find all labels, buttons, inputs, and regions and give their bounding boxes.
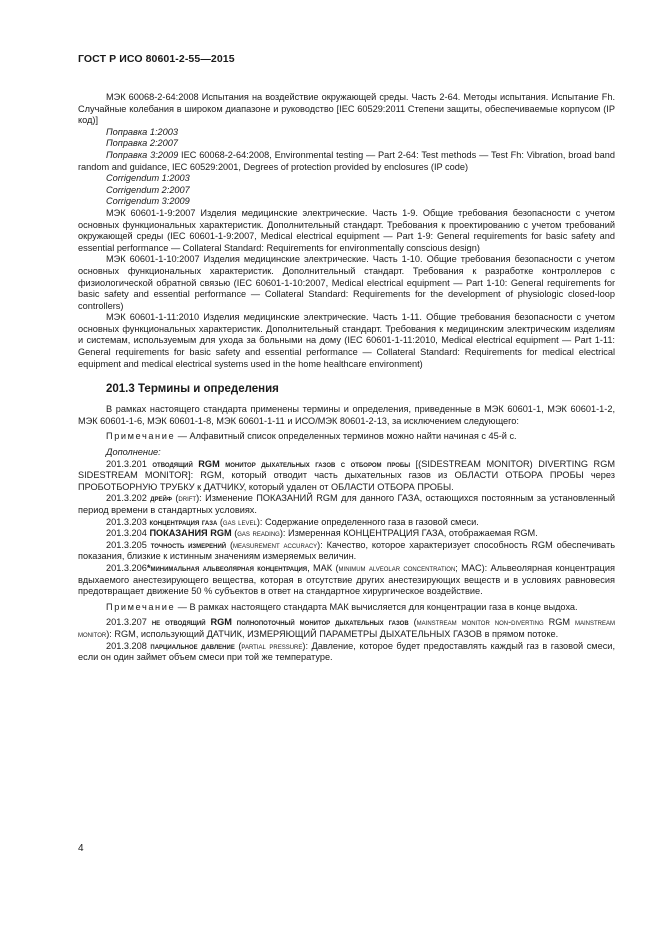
term-number: 201.3.202 (106, 493, 151, 504)
term-definition: : Давление, которое будет предоставлять каждый газ в газовой смеси, если он один займет объем смеси при той же температуре. (78, 640, 615, 663)
term-205 (78, 540, 615, 563)
ref-amendment: Поправка 2:2007 (106, 138, 178, 149)
term-206 (78, 563, 615, 598)
term-208 (78, 641, 615, 664)
term-name: не отводящий RGM полнопоточный монитор дыхательных газов (151, 617, 409, 628)
ref-amendment-text: IEC 60068-2-64:2008, Environmental testing — Part 2-64: Test methods — Test Fh: Vibration, broad band random and guidance, IEC 60529:2001, Degrees of protection provided by enclosures (IP code) (78, 149, 615, 172)
term-definition: : Альвеолярная концентрация вдыхаемого анестезирующего вещества, которая в отсутствие других анестезирующих веществ и в условиях равновесия предотвращает движение 50 % субъектов в ответ на стандартное хирургическое воздействие. (78, 562, 616, 597)
term-english: (measurement accuracy) (226, 539, 321, 550)
term-name: концентрация газа (149, 516, 218, 527)
note-2 (78, 602, 615, 614)
ref-amendment-3 (78, 150, 615, 173)
term-201 (78, 459, 615, 494)
term-english: (mainstream monitor non-diverting RGM mainstream monitor) (78, 617, 615, 639)
page-number: 4 (78, 843, 84, 854)
document-body (78, 92, 615, 664)
note-label: Примечание (106, 431, 176, 442)
term-abbrev: , МАК (307, 562, 333, 573)
term-name: отводящий RGM монитор дыхательных газов с отбором пробы (152, 458, 411, 469)
term-name: ПОКАЗАНИЯ RGM (149, 528, 232, 539)
term-english: (partial pressure) (234, 640, 306, 651)
term-definition: [(SIDESTREAM MONITOR) DIVERTING RGM SIDESTREAM MONITOR]: RGM, который отводит часть дыхательных газов из ОБЛАСТИ ОТБОРА ПРОБЫ через ПРОБОТБОРНУЮ ТРУБКУ к ДАТЧИКУ, который удален от ОБЛАСТИ ОТБОРА ПРОБЫ. (78, 458, 615, 492)
term-english: (gas level) (217, 516, 260, 527)
term-definition: : Изменение ПОКАЗАНИЙ RGM для данного ГАЗА, остающихся постоянным за установленный период времени в стандартных условиях. (78, 493, 615, 515)
note-1 (78, 431, 615, 443)
ref-amendment: Поправка 1:2003 (106, 126, 178, 137)
term-name: точность измерений (150, 539, 227, 550)
section-title: 201.3 Термины и определения (106, 383, 279, 396)
term-english: (minimum alveolar concentration; MAC) (332, 562, 485, 573)
ref-iec-60601-1-10: МЭК 60601-1-10:2007 Изделия медицинские электрические. Часть 1-10. Общие требования безопасности с учетом основных функциональных характеристик. Дополнительный стандарт. Требования к разработке контроллеров с физиологической обратной связью (IEC 60601-1-10:2007, Medical electrical equipment — Part 1-10: General requirements for basic safety and essential performance — Collateral Standard: Requirements for the development of physiologic closed-loop controllers) (78, 254, 615, 311)
ref-amendment-label: Поправка 3:2009 (106, 149, 179, 160)
term-number: 201.3.208 (106, 640, 151, 651)
addition-label: Дополнение: (106, 447, 161, 458)
term-202 (78, 493, 615, 516)
note-label: Примечание (106, 601, 176, 612)
section-intro: В рамках настоящего стандарта применены термины и определения, приведенные в МЭК 60601-1, МЭК 60601-1-2, МЭК 60601-1-6, МЭК 60601-1-8, МЭК 60601-1-11 и ИСО/МЭК 80601-2-13, за исключением следующего: (78, 404, 615, 426)
ref-corrigendum: Corrigendum 2:2007 (106, 184, 190, 195)
term-definition: : Измеренная КОНЦЕНТРАЦИЯ ГАЗА, отображаемая RGM. (282, 528, 538, 539)
term-name: парциальное давление (150, 640, 235, 651)
term-number: 201.3.204 (106, 528, 150, 539)
term-number: 201.3.203 (106, 516, 150, 527)
term-number: 201.3.207 (106, 617, 152, 628)
ref-iec-60601-1-9: МЭК 60601-1-9:2007 Изделия медицинские электрические. Часть 1-9. Общие требования безопасности с учетом основных функциональных характеристик. Дополнительный стандарт. Требования к проектированию с учетом требований окружающей среды (IEC 60601-1-9:2007, Medical electrical equipment — Part 1-9: General requirements for basic safety and essential performance — Collateral Standard: Requirements for environmentally conscious design) (78, 207, 615, 253)
term-definition: : RGM, использующий ДАТЧИК, ИЗМЕРЯЮЩИЙ ПАРАМЕТРЫ ДЫХАТЕЛЬНЫХ ГАЗОВ в прямом потоке. (109, 628, 559, 639)
term-number: 201.3.205 (106, 539, 151, 550)
term-name: дрейф (150, 493, 172, 504)
note-text: — В рамках настоящего стандарта МАК вычисляется для концентрации газа в конце выдоха. (175, 601, 578, 612)
term-203 (78, 517, 615, 529)
ref-corrigendum: Corrigendum 1:2003 (106, 173, 190, 184)
term-english: (gas reading) (231, 528, 283, 539)
term-name: *минимальная альвеолярная концентрация (146, 562, 308, 573)
term-definition: : Качество, которое характеризует способность RGM обеспечивать показания, близкие к истинным значениям измеряемых величин. (78, 539, 615, 562)
ref-iec-60601-1-11: МЭК 60601-1-11:2010 Изделия медицинские электрические. Часть 1-11. Общие требования безопасности с учетом основных функциональных характеристик. Дополнительный стандарт. Требования к медицинским электрическим изделиям и системам, используемым для ухода за больными на дому (IEC 60601-1-11:2010, Medical electrical equipment — Part 1-11: General requirements for basic safety and essential performance — Collateral Standard: Requirements for medical electrical equipment and medical electrical systems used in the home healthcare environment) (78, 312, 615, 369)
term-definition: : Содержание определенного газа в газовой смеси. (259, 516, 479, 527)
term-207 (78, 617, 615, 640)
term-number: 201.3.201 (106, 458, 153, 469)
term-204 (78, 528, 615, 540)
term-number: 201.3.206 (106, 562, 147, 573)
ref-corrigendum: Corrigendum 3:2009 (106, 196, 190, 207)
note-text: — Алфавитный список определенных терминов можно найти начиная с 45-й с. (175, 431, 517, 442)
term-english: (drift) (171, 493, 200, 504)
ref-iec-60068-2-64: МЭК 60068-2-64:2008 Испытания на воздействие окружающей среды. Часть 2-64. Методы испытания. Испытание Fh. Случайные колебания в широком диапазоне и руководство [IEC 60529:2011 Степени защиты, обеспечиваемые корпусом (IP код)] (78, 92, 615, 126)
page-header: ГОСТ Р ИСО 80601-2-55—2015 (78, 53, 235, 65)
